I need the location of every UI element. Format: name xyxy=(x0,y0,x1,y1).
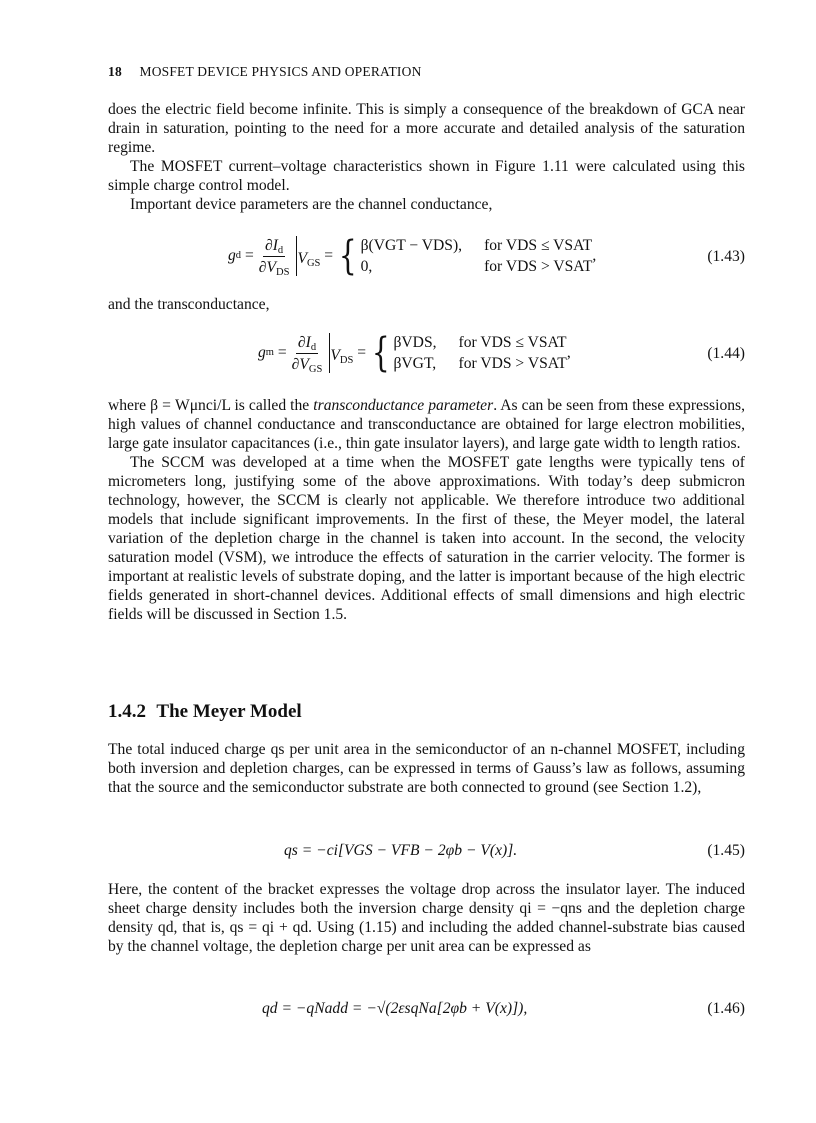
paragraph-4: and the transconductance, xyxy=(108,296,270,313)
paragraph-5-lead: where β = Wμnci/L is called the xyxy=(108,397,310,414)
body-text-transconductance xyxy=(108,295,745,314)
eq143-case1-expr: β(VGT − VDS), xyxy=(360,237,463,254)
paragraph-2: The MOSFET current–voltage characteristics shown in Figure 1.11 were calculated using this simple charge control model. xyxy=(108,158,745,194)
body-text-lower xyxy=(108,880,745,956)
eq144-case1-cond: for VDS ≤ VSAT xyxy=(458,334,567,351)
equation-number-1-46: (1.46) xyxy=(707,1000,745,1017)
eq145-expression: qs = −ci[VGS − VFB − 2φb − V(x)]. xyxy=(284,842,518,859)
equation-number-1-44: (1.44) xyxy=(707,345,745,362)
running-head xyxy=(108,64,422,80)
cases-1-44 xyxy=(393,333,566,373)
eq144-case1-expr: βVDS, xyxy=(393,334,437,351)
running-head-title: MOSFET DEVICE PHYSICS AND OPERATION xyxy=(139,64,422,79)
paragraph-3: Important device parameters are the channel conductance, xyxy=(130,196,493,213)
paragraph-5-emphasis: transconductance parameter xyxy=(313,397,494,414)
eq146-expression: qd = −qNadd = −√(2εsqNa[2φb + V(x)]), xyxy=(262,1000,528,1017)
eq143-case2-cond: for VDS > VSAT xyxy=(484,258,593,275)
page: 18 MOSFET DEVICE PHYSICS AND OPERATION does the electric field become infinite. This is simply a consequence of the breakdown of GCA near drain in saturation, pointing to the need for a more accurate and detailed analysis of the saturation regime. The MOSFET current–voltage characteristics shown in Figure 1.11 were calculated using this simple charge control model. Important device parameters are the channel conductance, g d = $\frac{\partial I_d}{\partial V_{DS}}$ $V_{GS}$ = { β(VGT − VDS), for VDS ≤ VSAT 0, for VDS > VSAT , (1.43) and the transconductance, g m = $\frac{\partial I_d}{\partial V_{GS}}$ $V_{DS}$ = { βVDS, for VDS ≤ VSAT βVGT, for VDS > VSAT , (1.44) where β = Wμnci/L is called the transconductance parameter. As can be seen from these expressions, high values of channel conductance and transconductance are obtained for large electron mobilities, large gate insulator capacitances (i.e., thin gate insulator layers), and large gate width to length ratios. The SCCM was developed at a time when the MOSFET gate lengths were typically tens of micrometers long, justifying some of the above approximations. With today’s deep submicron technology, however, the SCCM is clearly not applicable. We therefore introduce two additional models that include significant improvements. In the first of these, the Meyer model, the lateral variation of the depletion charge in the channel is taken into account. In the second, the velocity saturation model (VSM), we introduce the effects of saturation in the carrier velocity. The former is important at realistic levels of substrate doping, and the latter is important because of the high electric fields generated in short-channel devices. Additional effects of small dimensions and high electric fields will be discussed in Section 1.5. 1.4.2 The Meyer Model The total induced charge qs per unit area in the semiconductor of an n-channel MOSFET, including both inversion and depletion charges, can be expressed in terms of Gauss’s law as follows, assuming that the source and the semiconductor substrate are both connected to ground (see Section 1.2), qs = −ci[VGS − VFB − 2φb − V(x)]. (1.45) Here, the content of the bracket expresses the voltage drop across the insulator layer. The induced sheet charge density includes both the inversion charge density qi = −qns and the depletion charge density qd, that is, qs = qi + qd. Using (1.15) and including the added channel-substrate bias caused by the channel voltage, the depletion charge per unit area can be expressed as qd = −qNadd = −√(2εsqNa[2φb + V(x)]), (1.46) xyxy=(108,64,745,1017)
section-number: 1.4.2 xyxy=(108,701,146,722)
paragraph-8: Here, the content of the bracket expresses the voltage drop across the insulator layer. The induced sheet charge density includes both the inversion charge density qi = −qns and the depletion charge density qd, that is, qs = qi + qd. Using (1.15) and including the added channel-substrate bias caused by the channel voltage, the depletion charge per unit area can be expressed as xyxy=(108,881,745,955)
equation-number-1-45: (1.45) xyxy=(707,842,745,859)
section-heading xyxy=(108,701,302,723)
body-text-top xyxy=(108,100,745,214)
eq144-case2-expr: βVGT, xyxy=(393,355,437,372)
eq144-case2-cond: for VDS > VSAT xyxy=(458,355,567,372)
page-number: 18 xyxy=(108,64,122,79)
equation-number-1-43: (1.43) xyxy=(707,248,745,265)
paragraph-5 xyxy=(108,396,745,453)
paragraph-6: The SCCM was developed at a time when the MOSFET gate lengths were typically tens of micrometers long, justifying some of the above approximations. With today’s deep submicron technology, however, the SCCM is clearly not applicable. We therefore introduce two additional models that include significant improvements. In the first of these, the Meyer model, the lateral variation of the depletion charge in the channel is taken into account. In the second, the velocity saturation model (VSM), we introduce the effects of saturation in the carrier velocity. The former is important at realistic levels of substrate doping, and the latter is important because of the high electric fields generated in short-channel devices. Additional effects of small dimensions and high electric fields will be discussed in Section 1.5. xyxy=(108,454,745,623)
body-text-middle xyxy=(108,396,745,624)
paragraph-1: does the electric field become infinite. This is simply a consequence of the breakdown of GCA near drain in saturation, pointing to the need for a more accurate and detailed analysis of the saturation regime. xyxy=(108,101,745,156)
eq143-case1-cond: for VDS ≤ VSAT xyxy=(484,237,593,254)
section-title: The Meyer Model xyxy=(156,701,302,722)
cases-1-43 xyxy=(361,236,593,276)
eq143-case2-expr: 0, xyxy=(360,258,373,275)
paragraph-5-rest: . As can be seen from these expressions, high values of channel conductance and transconductance are obtained for large electron mobilities, large gate insulator capacitances (i.e., thin gate insulator layers), and large gate width to length ratios. xyxy=(108,397,745,452)
paragraph-7: The total induced charge qs per unit area in the semiconductor of an n-channel MOSFET, including both inversion and depletion charges, can be expressed in terms of Gauss’s law as follows, assuming that the source and the semiconductor substrate are both connected to ground (see Section 1.2), xyxy=(108,741,745,796)
body-text-meyer xyxy=(108,740,745,797)
